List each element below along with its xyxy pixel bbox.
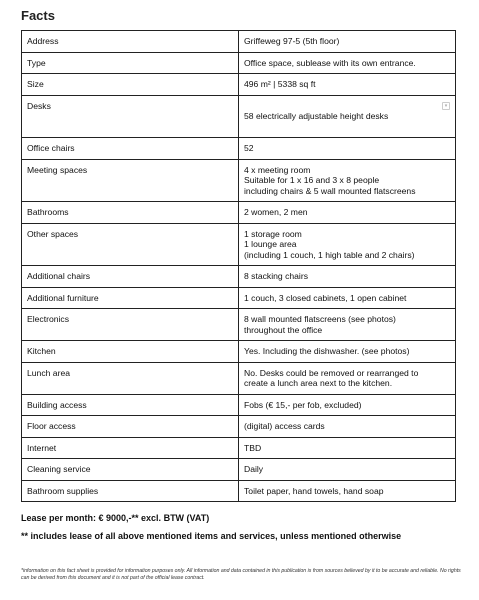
row-value: 4 x meeting room Suitable for 1 x 16 and 3 x 8 people including chairs & 5 wall mounted flatscreens [239, 159, 456, 202]
table-row [22, 416, 456, 438]
row-value: 1 couch, 3 closed cabinets, 1 open cabinet [239, 287, 456, 309]
row-value: 1 storage room 1 lounge area (including 1 couch, 1 high table and 2 chairs) [239, 223, 456, 266]
disclaimer: *information on this fact sheet is provided for information purposes only. All information and data contained in this publication is from sources believed by it to be accurate and reliable. No rights can be derived from this document and it is not part of the official lease contract. [21, 568, 461, 581]
row-label: Floor access [22, 416, 239, 438]
table-row [22, 52, 456, 74]
table-row [22, 138, 456, 160]
row-label: Meeting spaces [22, 159, 239, 202]
row-value: 58 electrically adjustable height desks [244, 111, 389, 121]
row-label: Electronics [22, 309, 239, 341]
row-label: Additional chairs [22, 266, 239, 288]
row-label: Desks [22, 95, 239, 138]
row-value: Yes. Including the dishwasher. (see photos) [239, 341, 456, 363]
row-value: No. Desks could be removed or rearranged to create a lunch area next to the kitchen. [239, 362, 456, 394]
row-label: Size [22, 74, 239, 96]
row-value: Griffeweg 97-5 (5th floor) [239, 31, 456, 53]
row-label: Lunch area [22, 362, 239, 394]
table-row [22, 74, 456, 96]
table-row [22, 159, 456, 202]
row-label: Additional furniture [22, 287, 239, 309]
row-label: Bathrooms [22, 202, 239, 224]
row-label: Kitchen [22, 341, 239, 363]
dropdown-marker-icon[interactable]: ▾ [442, 102, 450, 110]
page-title: Facts [21, 8, 55, 23]
row-label: Bathroom supplies [22, 480, 239, 502]
row-label: Building access [22, 394, 239, 416]
row-value: 496 m² | 5338 sq ft [239, 74, 456, 96]
row-value: Fobs (€ 15,- per fob, excluded) [239, 394, 456, 416]
row-value: 52 [239, 138, 456, 160]
row-label: Office chairs [22, 138, 239, 160]
table-row [22, 459, 456, 481]
lease-price: Lease per month: € 9000,-** excl. BTW (VAT) [21, 513, 210, 523]
table-row [22, 287, 456, 309]
table-row [22, 223, 456, 266]
row-value: TBD [239, 437, 456, 459]
facts-table [21, 30, 456, 502]
table-row [22, 394, 456, 416]
row-value: 8 wall mounted flatscreens (see photos) throughout the office [239, 309, 456, 341]
row-value: Daily [239, 459, 456, 481]
row-label: Type [22, 52, 239, 74]
table-row [22, 341, 456, 363]
table-row [22, 480, 456, 502]
table-row [22, 202, 456, 224]
table-row [22, 362, 456, 394]
table-row [22, 437, 456, 459]
row-value-cell [239, 95, 456, 138]
row-label: Address [22, 31, 239, 53]
row-value: 2 women, 2 men [239, 202, 456, 224]
row-value: Toilet paper, hand towels, hand soap [239, 480, 456, 502]
row-label: Internet [22, 437, 239, 459]
row-value: 8 stacking chairs [239, 266, 456, 288]
row-value: (digital) access cards [239, 416, 456, 438]
table-row [22, 31, 456, 53]
table-row [22, 309, 456, 341]
row-label: Cleaning service [22, 459, 239, 481]
lease-includes-note: ** includes lease of all above mentioned items and services, unless mentioned otherwise [21, 531, 402, 541]
table-row [22, 95, 456, 138]
row-value: Office space, sublease with its own entrance. [239, 52, 456, 74]
table-row [22, 266, 456, 288]
row-label: Other spaces [22, 223, 239, 266]
